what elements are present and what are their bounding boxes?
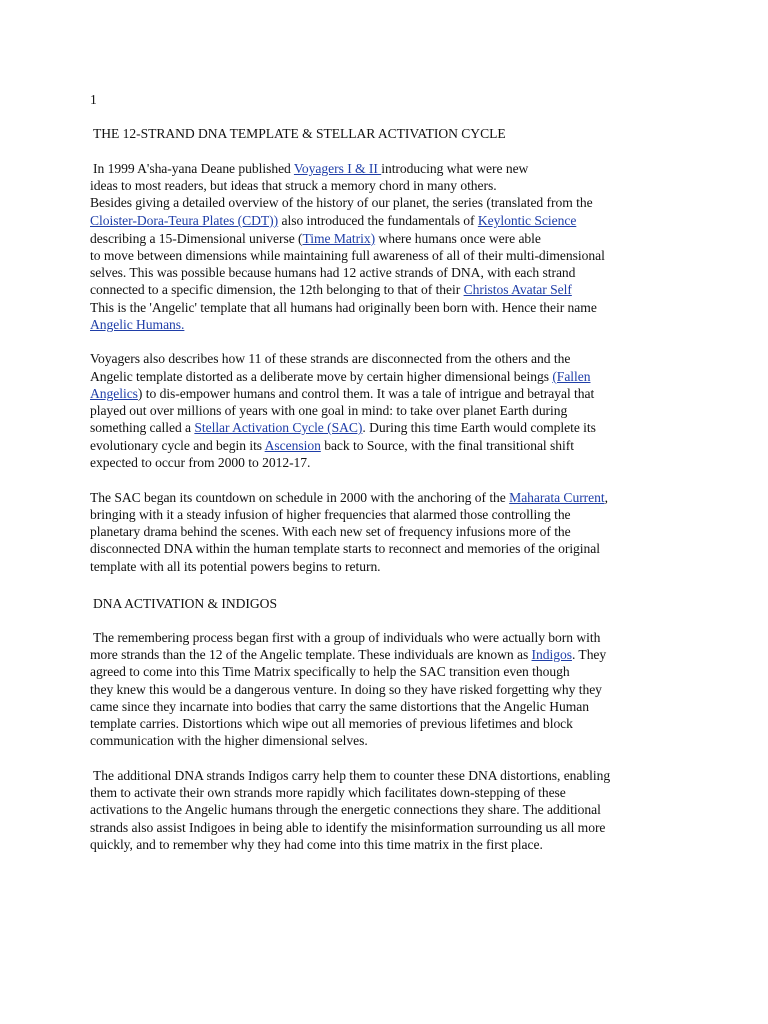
link-ascension[interactable]: Ascension — [264, 438, 321, 453]
paragraph-line — [90, 385, 594, 402]
paragraph-line: The remembering process began first with a group of individuals who were actually born with — [93, 630, 601, 645]
paragraph-line: Voyagers also describes how 11 of these strands are disconnected from the others and the — [90, 351, 571, 366]
link-cdt-plates[interactable]: Cloister-Dora-Teura Plates (CDT)) — [90, 213, 279, 228]
text-run: . During this time Earth would complete its — [362, 420, 596, 435]
paragraph-line: Besides giving a detailed overview of the history of our planet, the series (translated from the — [90, 195, 593, 210]
paragraph-line: ideas to most readers, but ideas that struck a memory chord in many others. — [90, 178, 497, 193]
link-angelic-humans[interactable]: Angelic Humans. — [90, 317, 185, 332]
text-run: . They — [571, 647, 607, 662]
text-run: something called a — [90, 420, 195, 435]
text-run: Angelic template distorted as a deliberate move by certain higher dimensional beings — [90, 369, 553, 384]
paragraph-line: template with all its potential powers begins to return. — [90, 559, 381, 574]
text-run: In 1999 A'sha-yana Deane published — [93, 161, 294, 176]
paragraph-line: expected to occur from 2000 to 2012-17. — [90, 455, 311, 470]
paragraph-line: strands also assist Indigoes in being able to identify the misinformation surrounding us all more — [90, 820, 606, 835]
paragraph-line — [90, 437, 574, 454]
section-heading: DNA ACTIVATION & INDIGOS — [93, 596, 277, 611]
text-run: introducing what were new — [381, 161, 529, 176]
link-keylontic-science[interactable]: Keylontic Science — [477, 213, 577, 228]
text-run: ) to dis-empower humans and control them. It was a tale of intrigue and betrayal that — [137, 386, 595, 401]
link-voyagers[interactable]: Voyagers I & II — [293, 161, 382, 176]
paragraph-line: played out over millions of years with one goal in mind: to take over planet Earth during — [90, 403, 568, 418]
link-indigos[interactable]: Indigos — [531, 647, 572, 662]
text-run: The SAC began its countdown on schedule in 2000 with the anchoring of the — [90, 490, 510, 505]
link-time-matrix[interactable]: Time Matrix) — [302, 231, 376, 246]
paragraph-line — [93, 160, 528, 177]
paragraph-line: to move between dimensions while maintaining full awareness of all of their multi-dimensional — [90, 248, 605, 263]
text-run: also introduced the fundamentals of — [278, 213, 478, 228]
document-title: THE 12-STRAND DNA TEMPLATE & STELLAR ACTIVATION CYCLE — [93, 126, 506, 141]
text-run: , — [604, 490, 608, 505]
paragraph-line — [90, 316, 184, 333]
paragraph-line: came since they incarnate into bodies that carry the same distortions that the Angelic Human — [90, 699, 589, 714]
text-run: describing a 15-Dimensional universe ( — [90, 231, 303, 246]
paragraph-line — [90, 212, 576, 229]
paragraph-line: agreed to come into this Time Matrix specifically to help the SAC transition even though — [90, 664, 570, 679]
paragraph-line: disconnected DNA within the human template starts to reconnect and memories of the original — [90, 541, 600, 556]
paragraph-line: them to activate their own strands more rapidly which facilitates down-stepping of these — [90, 785, 566, 800]
link-fallen-angelics[interactable]: (Fallen — [552, 369, 591, 384]
paragraph-line: bringing with it a steady infusion of higher frequencies that alarmed those controlling the — [90, 507, 571, 522]
page-number: 1 — [90, 92, 97, 107]
paragraph-line: This is the 'Angelic' template that all humans had originally been born with. Hence their name — [90, 300, 597, 315]
link-stellar-activation-cycle[interactable]: Stellar Activation Cycle (SAC) — [194, 420, 363, 435]
paragraph-line — [90, 419, 596, 436]
link-christos-avatar-self[interactable]: Christos Avatar Self — [463, 282, 572, 297]
text-run: connected to a specific dimension, the 12th belonging to that of their — [90, 282, 464, 297]
paragraph-line: template carries. Distortions which wipe out all memories of previous lifetimes and block — [90, 716, 573, 731]
link-fallen-angelics-cont[interactable]: Angelics — [90, 386, 138, 401]
paragraph-line: planetary drama behind the scenes. With each new set of frequency infusions more of the — [90, 524, 571, 539]
paragraph-line — [90, 230, 541, 247]
text-run: back to Source, with the final transitional shift — [320, 438, 574, 453]
paragraph-line — [90, 281, 572, 298]
text-run: more strands than the 12 of the Angelic template. These individuals are known as — [90, 647, 532, 662]
link-maharata-current[interactable]: Maharata Current — [509, 490, 605, 505]
text-run: where humans once were able — [375, 231, 541, 246]
paragraph-line: activations to the Angelic humans through the energetic connections they share. The additional — [90, 802, 601, 817]
paragraph-line: communication with the higher dimensional selves. — [90, 733, 368, 748]
paragraph-line — [90, 489, 608, 506]
paragraph-line: quickly, and to remember why they had come into this time matrix in the first place. — [90, 837, 543, 852]
text-run: evolutionary cycle and begin its — [90, 438, 265, 453]
paragraph-line: selves. This was possible because humans had 12 active strands of DNA, with each strand — [90, 265, 576, 280]
paragraph-line — [90, 646, 606, 663]
paragraph-line: The additional DNA strands Indigos carry help them to counter these DNA distortions, enabling — [93, 768, 611, 783]
paragraph-line: they knew this would be a dangerous venture. In doing so they have risked forgetting why they — [90, 682, 602, 697]
paragraph-line — [90, 368, 590, 385]
